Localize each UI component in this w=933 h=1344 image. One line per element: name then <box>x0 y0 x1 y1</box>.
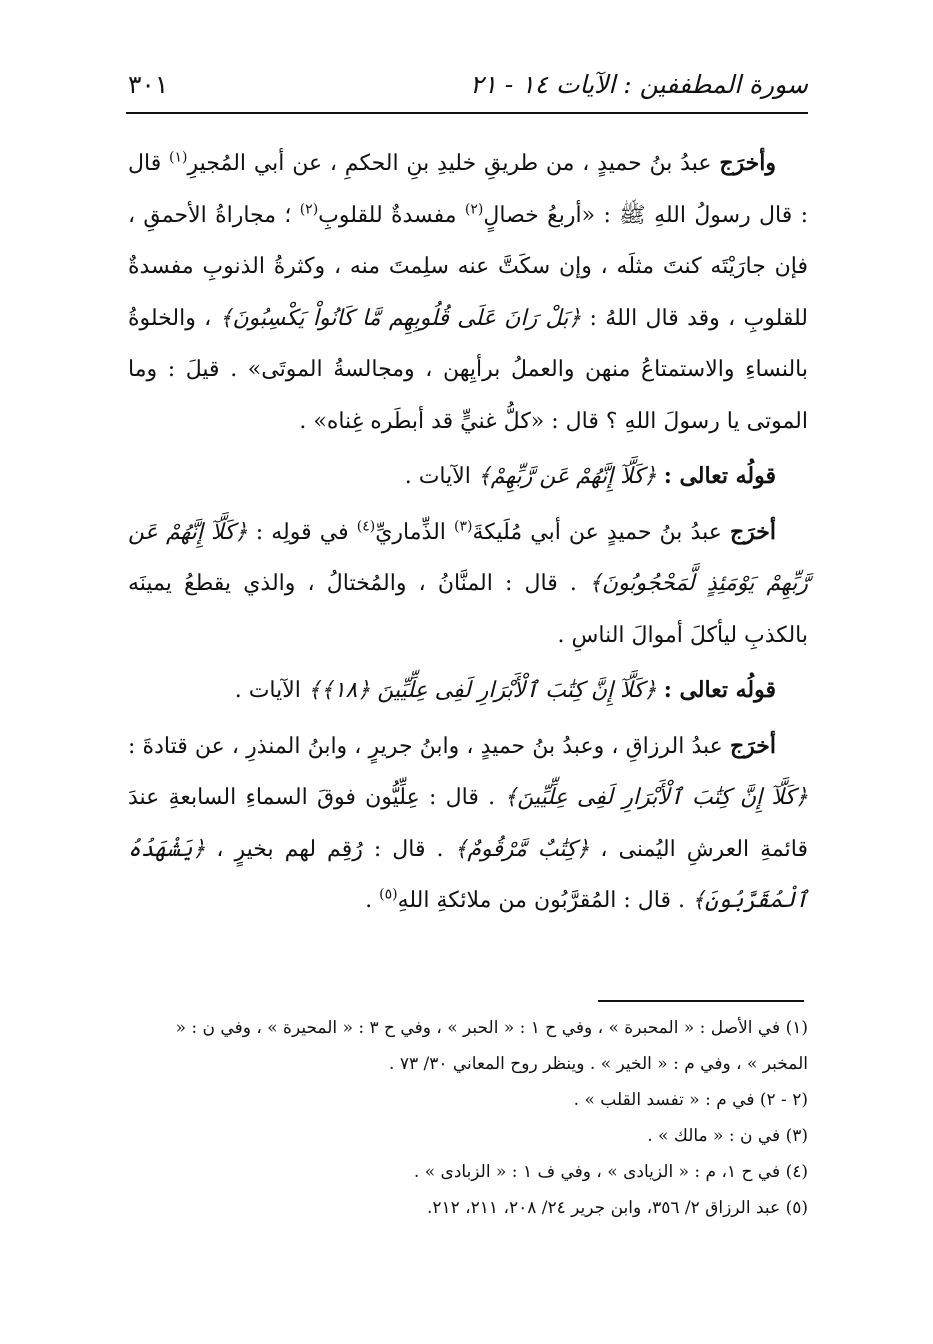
paragraph-text: . قال : المُقرَّبُون من ملائكةِ اللهِ <box>397 888 692 913</box>
paragraph-text: عبدُ الرزاقِ ، وعبدُ بنُ حميدٍ ، وابنُ جريرٍ ، وابنُ المنذرِ ، عن قتادةَ : <box>128 733 730 759</box>
heading-tail: الآيات . <box>234 678 308 703</box>
paragraph-text: عبدُ بنُ حميدٍ ، من طريقِ خليدِ بنِ الحكمِ ، عن أبي المُجيرِ <box>187 151 720 176</box>
heading-lead: قولُه تعالى : <box>663 677 776 703</box>
paragraph-lead: وأخرَج <box>719 150 776 176</box>
quran-quote: ﴿كَلَّآ إِنَّ كِتَٰبَ ٱلْأَبْرَارِ لَفِى عِلِّيِّينَ﴾ <box>504 785 808 810</box>
surah-title: سورة المطففين : الآيات ١٤ - ٢١ <box>469 69 808 99</box>
footnote-5: (٥) عبد الرزاق ٢/ ٣٥٦، وابن جرير ٢٤/ ٢٠٨، ٢١١، ٢١٢. <box>426 1198 808 1218</box>
paragraph-text: . قال : رُقِم لهم بخيرٍ ، <box>205 836 455 862</box>
paragraph-text: ، والخلوةُ بالنساءِ والاستمتاعُ منهن والعملُ برأيِهن ، ومجالسةُ الموتَى» . قيلَ : وما الموتى يا رسولَ اللهِ ؟ قال : «كلُّ غنيٍّ قد أبطَره غِناه» . <box>128 305 808 434</box>
running-header <box>128 58 808 110</box>
footnote-4: (٤) في ح ١، م : « الزيادى » ، وفي ف ١ : « الزبادى » . <box>413 1162 808 1182</box>
header-divider <box>126 112 808 114</box>
paragraph-text: في قولِه : <box>247 519 357 545</box>
paragraph-text: . قال : المنَّانُ ، والمُختالُ ، والذي يقطعُ يمينَه بالكذبِ ليأكلَ أموالَ الناسِ . <box>128 571 808 648</box>
paragraph-abi-mujir <box>128 138 808 447</box>
paragraph-text: قال : قال رسولُ اللهِ ﷺ : «أربعُ خصالٍ <box>128 151 808 228</box>
heading-tail: الآيات . <box>404 464 478 489</box>
paragraph-text: عبدُ بنُ حميدٍ عن أبي مُلَيكةَ <box>472 519 730 545</box>
footnote-marker: (٤) <box>356 518 376 535</box>
footnote-marker: (٢) <box>299 201 319 218</box>
footnote-divider <box>598 1000 804 1002</box>
quran-quote: ﴿كِتَٰبٌ مَّرْقُومٌ﴾ <box>454 836 590 862</box>
footnotes <box>128 1010 808 1226</box>
main-text <box>128 138 808 927</box>
page-number: ٣٠١ <box>128 69 169 99</box>
quran-quote: ﴿كَلَّآ إِنَّ كِتَٰبَ ٱلْأَبْرَارِ لَفِى عِلِّيِّينَ ﴿١٨﴾﴾ <box>307 678 664 703</box>
section-heading <box>128 665 808 717</box>
paragraph-abi-mulayka <box>128 507 808 662</box>
section-heading <box>128 451 808 503</box>
footnote-marker: (١) <box>169 149 188 166</box>
paragraph-text: الذِّماريِّ <box>375 519 455 545</box>
paragraph-text: . <box>365 888 380 913</box>
paragraph-text: ؛ مجاراةُ الأحمقِ ، فإن جارَيْتَه كنتَ مثلَه ، وإن سكَتَّ عنه سلِمتَ منه ، وكثرةُ الذنوبِ مفسدةٌ للقلوبِ ، وقد قال اللهُ : <box>128 202 809 331</box>
paragraph-text: . قال : عِلِّيُّون فوقَ السماءِ السابعةِ عندَ قائمةِ العرشِ اليُمنى ، <box>128 785 808 862</box>
paragraph-lead: أخرَج <box>729 518 777 545</box>
footnote-2: (٢ - ٢) في م : « تفسد القلب » . <box>573 1090 808 1110</box>
quran-quote: ﴿كَلَّآ إِنَّهُمْ عَن رَّبِّهِمْ﴾ <box>477 464 664 489</box>
paragraph-text: مفسدةٌ للقلوبِ <box>318 202 465 228</box>
quran-quote: ﴿بَلْ رَانَ عَلَى قُلُوبِهِم مَّا كَانُواْ يَكْسِبُونَ﴾ <box>219 305 582 331</box>
quran-quote: ﴿كَلَّآ إِنَّهُمْ عَن رَّبِّهِمْ يَوْمَئِذٍ لَّمَحْجُوبُونَ﴾ <box>128 519 808 596</box>
paragraph-qatada <box>128 721 808 927</box>
footnote-marker: (٢) <box>464 201 484 218</box>
paragraph-lead: أخرَج <box>729 732 776 759</box>
heading-lead: قولُه تعالى : <box>663 463 776 489</box>
footnote-3: (٣) في ن : « مالك » . <box>647 1126 808 1146</box>
footnote-1: (١) في الأصل : « المحبرة » ، وفي ح ١ : « الحبر » ، وفي ح ٣ : « المحيرة » ، وفي ن : « المخبر » ، وفي م : « الخير » . وينظر روح المعاني ٣٠/ ٧٣ . <box>175 1018 808 1074</box>
footnote-marker: (٣) <box>454 518 473 535</box>
quran-quote: ﴿يَشْهَدُهُ ٱلْمُقَرَّبُونَ﴾ <box>128 836 808 913</box>
footnote-marker: (٥) <box>379 886 398 903</box>
